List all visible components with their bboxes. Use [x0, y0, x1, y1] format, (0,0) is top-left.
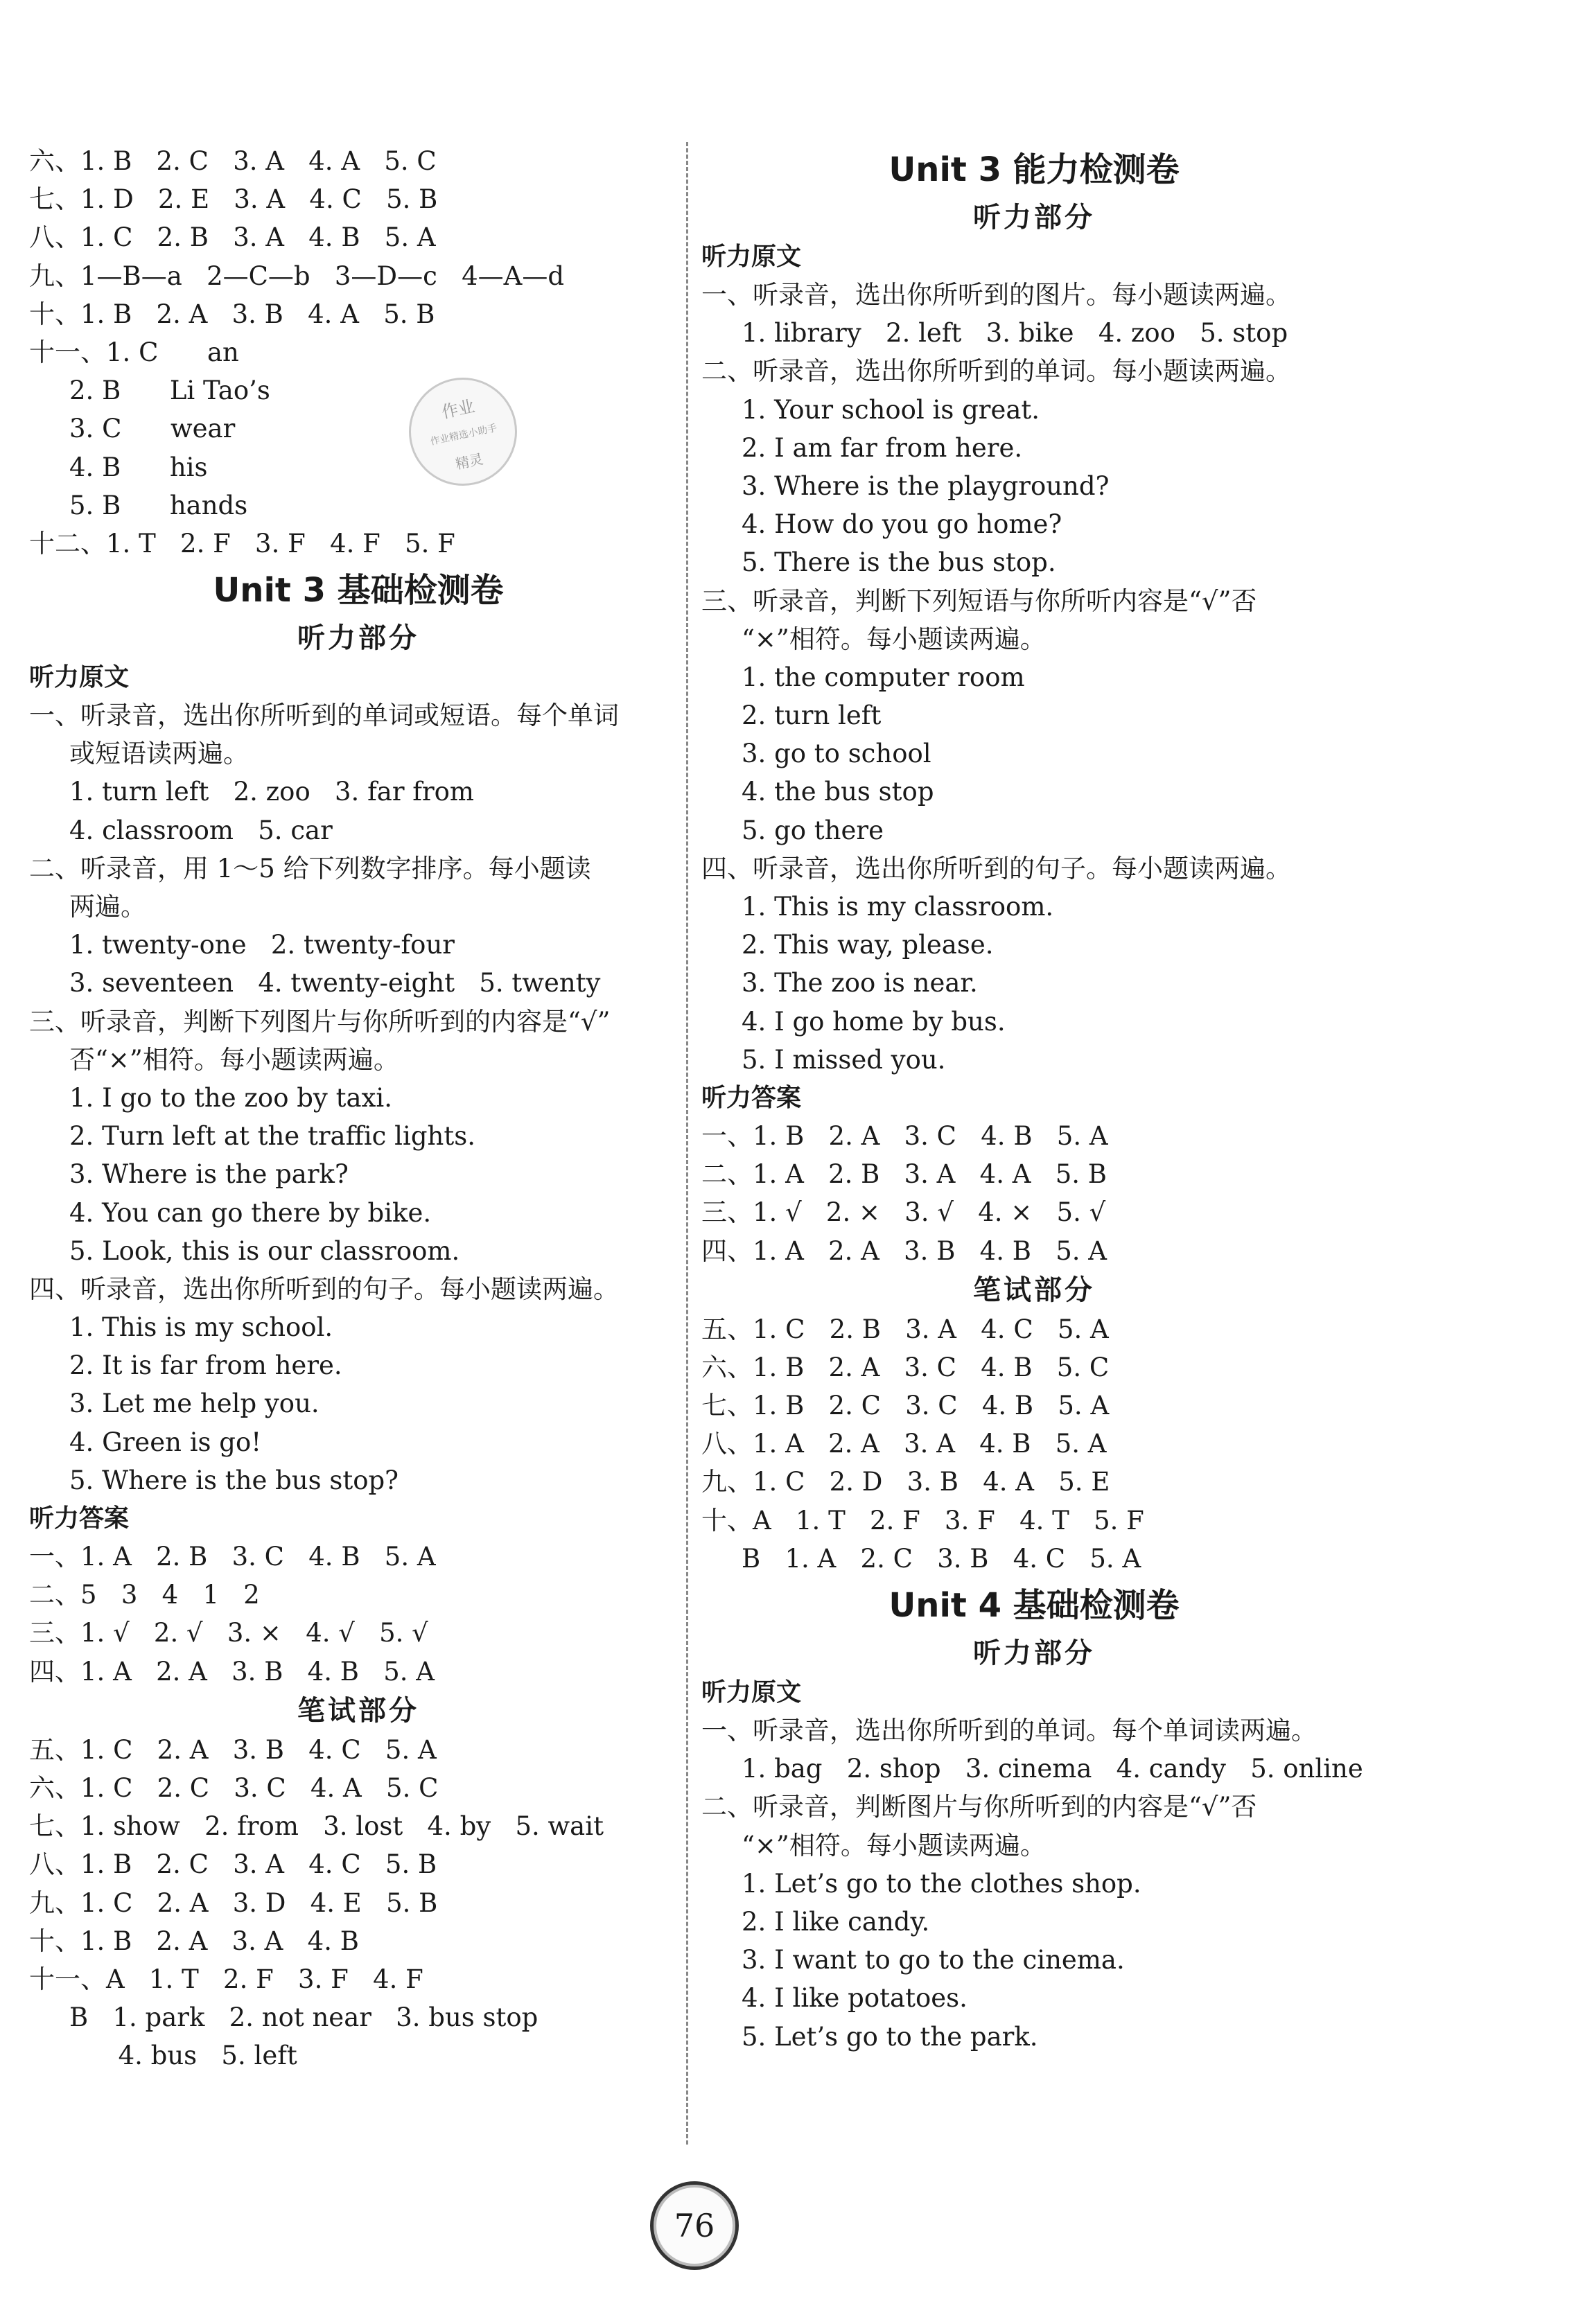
indented-line: 1. Let’s go to the clothes shop. — [742, 1868, 1141, 1899]
indented-line: 1. This is my classroom. — [742, 892, 1054, 922]
indented-line: 4. I go home by bus. — [742, 1006, 1006, 1037]
text-line: 八、1. C 2. B 3. A 4. B 5. A — [29, 222, 436, 253]
text-line: 三、1. √ 2. √ 3. × 4. √ 5. √ — [29, 1618, 428, 1648]
stamp-line-1: 作业 — [439, 396, 477, 423]
text-line: 二、5 3 4 1 2 — [29, 1580, 260, 1610]
text-line: 十一、A 1. T 2. F 3. F 4. F — [29, 1964, 423, 1994]
text-line: 二、1. A 2. B 3. A 4. A 5. B — [701, 1159, 1107, 1190]
text-line: 三、听录音，判断下列短语与你所听内容是“√”否 — [701, 586, 1257, 616]
indented-line: 1. Your school is great. — [742, 394, 1040, 425]
indented-line: 5. go there — [742, 815, 884, 845]
text-line: 四、听录音，选出你所听到的句子。每小题读两遍。 — [701, 853, 1291, 883]
text-line: 十二、1. T 2. F 3. F 4. F 5. F — [29, 528, 455, 558]
indented-line: 2. This way, please. — [742, 930, 994, 960]
text-line: 七、1. B 2. C 3. C 4. B 5. A — [701, 1391, 1110, 1421]
indented-line: B 1. park 2. not near 3. bus stop — [69, 2002, 539, 2033]
indented-line: 2. I like candy. — [742, 1906, 930, 1937]
text-line: 五、1. C 2. A 3. B 4. C 5. A — [29, 1734, 437, 1765]
indented-line: 5. There is the bus stop. — [742, 547, 1056, 578]
indented-line: 4. the bus stop — [742, 777, 934, 807]
text-line: 三、听录音，判断下列图片与你所听到的内容是“√” — [29, 1006, 611, 1037]
indented-line: 2. It is far from here. — [69, 1350, 342, 1381]
text-line: 八、1. B 2. C 3. A 4. C 5. B — [29, 1849, 437, 1880]
indented-line: 4. bus 5. left — [69, 2041, 297, 2071]
indented-line: 2. I am far from here. — [742, 432, 1023, 463]
text-line: 一、1. B 2. A 3. C 4. B 5. A — [701, 1120, 1108, 1151]
column-divider — [686, 142, 688, 2145]
subsection-heading: 听力原文 — [29, 663, 130, 692]
indented-line: 2. Turn left at the traffic lights. — [69, 1121, 475, 1152]
text-line: 五、1. C 2. B 3. A 4. C 5. A — [701, 1314, 1109, 1344]
indented-line: 4. I like potatoes. — [742, 1983, 968, 2014]
text-line: 十、A 1. T 2. F 3. F 4. T 5. F — [701, 1505, 1144, 1535]
text-line: 四、听录音，选出你所听到的句子。每小题读两遍。 — [29, 1274, 619, 1304]
text-line: 二、听录音，选出你所听到的单词。每小题读两遍。 — [701, 356, 1291, 387]
indented-line: 4. classroom 5. car — [69, 815, 333, 845]
text-line: 九、1. C 2. A 3. D 4. E 5. B — [29, 1887, 438, 1918]
section-subtitle: 听力部分 — [297, 622, 419, 655]
section-subtitle: 笔试部分 — [297, 1694, 419, 1727]
text-line: 六、1. B 2. A 3. C 4. B 5. C — [701, 1352, 1110, 1382]
indented-line: 4. Green is go! — [69, 1427, 262, 1457]
text-line: 三、1. √ 2. × 3. √ 4. × 5. √ — [701, 1197, 1106, 1228]
right-column — [701, 142, 1367, 2056]
indented-line: 1. bag 2. shop 3. cinema 4. candy 5. online — [742, 1754, 1363, 1784]
indented-line: B 1. A 2. C 3. B 4. C 5. A — [742, 1543, 1141, 1574]
section-title: Unit 4 基础检测卷 — [888, 1586, 1180, 1625]
indented-line: 4. How do you go home? — [742, 509, 1062, 540]
indented-line: 5. Let’s go to the park. — [742, 2021, 1038, 2052]
subsection-heading: 听力原文 — [701, 1678, 802, 1707]
text-line: 二、听录音，判断图片与你所听到的内容是“√”否 — [701, 1792, 1257, 1822]
indented-line: 1. I go to the zoo by taxi. — [69, 1082, 392, 1113]
text-line: 七、1. D 2. E 3. A 4. C 5. B — [29, 184, 438, 215]
indented-line: 4. You can go there by bike. — [69, 1197, 432, 1228]
indented-line: 3. Where is the park? — [69, 1159, 349, 1190]
indented-line: 1. twenty-one 2. twenty-four — [69, 930, 455, 960]
indented-line: 5. Where is the bus stop? — [69, 1465, 399, 1495]
text-line: 六、1. B 2. C 3. A 4. A 5. C — [29, 146, 437, 176]
page-number: 76 — [650, 2181, 739, 2270]
text-line: 八、1. A 2. A 3. A 4. B 5. A — [701, 1429, 1107, 1459]
text-line: 一、听录音，选出你所听到的图片。每小题读两遍。 — [701, 280, 1291, 310]
section-subtitle: 笔试部分 — [973, 1274, 1095, 1306]
indented-line: 2. B Li Tao’s — [69, 376, 270, 406]
indented-line: 5. Look, this is our classroom. — [69, 1235, 460, 1266]
text-line: 七、1. show 2. from 3. lost 4. by 5. wait — [29, 1811, 604, 1842]
indented-line: 3. I want to go to the cinema. — [742, 1945, 1125, 1975]
text-line: 十、1. B 2. A 3. B 4. A 5. B — [29, 299, 435, 329]
subsection-heading: 听力答案 — [29, 1504, 130, 1533]
indented-line: 3. C wear — [69, 414, 236, 444]
indented-line: 3. seventeen 4. twenty-eight 5. twenty — [69, 968, 601, 998]
text-line: 四、1. A 2. A 3. B 4. B 5. A — [29, 1656, 435, 1687]
indented-line: 或短语读两遍。 — [69, 739, 249, 769]
indented-line: 1. the computer room — [742, 662, 1025, 692]
indented-line: 否“×”相符。每小题读两遍。 — [69, 1044, 399, 1075]
stamp-line-2: 作业精选小助手 — [429, 422, 498, 448]
section-title: Unit 3 能力检测卷 — [888, 150, 1180, 189]
text-line: 九、1—B—a 2—C—b 3—D—c 4—A—d — [29, 261, 565, 291]
text-line: 四、1. A 2. A 3. B 4. B 5. A — [701, 1235, 1107, 1266]
text-line: 九、1. C 2. D 3. B 4. A 5. E — [701, 1467, 1110, 1497]
section-subtitle: 听力部分 — [973, 1637, 1095, 1669]
subsection-heading: 听力原文 — [701, 243, 802, 271]
section-title: Unit 3 基础检测卷 — [213, 571, 504, 610]
indented-line: 3. Where is the playground? — [742, 470, 1110, 501]
stamp-line-3: 精灵 — [454, 450, 485, 473]
indented-line: 1. This is my school. — [69, 1312, 333, 1343]
indented-line: 4. B his — [69, 452, 208, 482]
text-line: 六、1. C 2. C 3. C 4. A 5. C — [29, 1772, 439, 1803]
left-column — [29, 142, 688, 2075]
text-line: 一、听录音，选出你所听到的单词。每个单词读两遍。 — [701, 1716, 1317, 1745]
indented-line: 3. The zoo is near. — [742, 968, 978, 998]
indented-line: 5. B hands — [69, 490, 248, 520]
indented-line: 3. Let me help you. — [69, 1389, 319, 1419]
indented-line: “×”相符。每小题读两遍。 — [742, 624, 1046, 654]
subsection-heading: 听力答案 — [701, 1083, 802, 1112]
indented-line: 3. go to school — [742, 739, 931, 769]
indented-line: 1. library 2. left 3. bike 4. zoo 5. stop — [742, 318, 1288, 349]
section-subtitle: 听力部分 — [973, 202, 1095, 234]
text-line: 十、1. B 2. A 3. A 4. B — [29, 1926, 359, 1956]
text-line: 十一、1. C an — [29, 337, 239, 367]
indented-line: 2. turn left — [742, 701, 882, 731]
indented-line: 5. I missed you. — [742, 1044, 946, 1075]
text-line: 二、听录音，用 1～5 给下列数字排序。每小题读 — [29, 853, 591, 883]
text-line: 一、听录音，选出你所听到的单词或短语。每个单词 — [29, 701, 619, 731]
indented-line: 1. turn left 2. zoo 3. far from — [69, 777, 475, 807]
indented-line: “×”相符。每小题读两遍。 — [742, 1830, 1046, 1860]
text-line: 一、1. A 2. B 3. C 4. B 5. A — [29, 1542, 436, 1572]
indented-line: 两遍。 — [69, 892, 146, 922]
